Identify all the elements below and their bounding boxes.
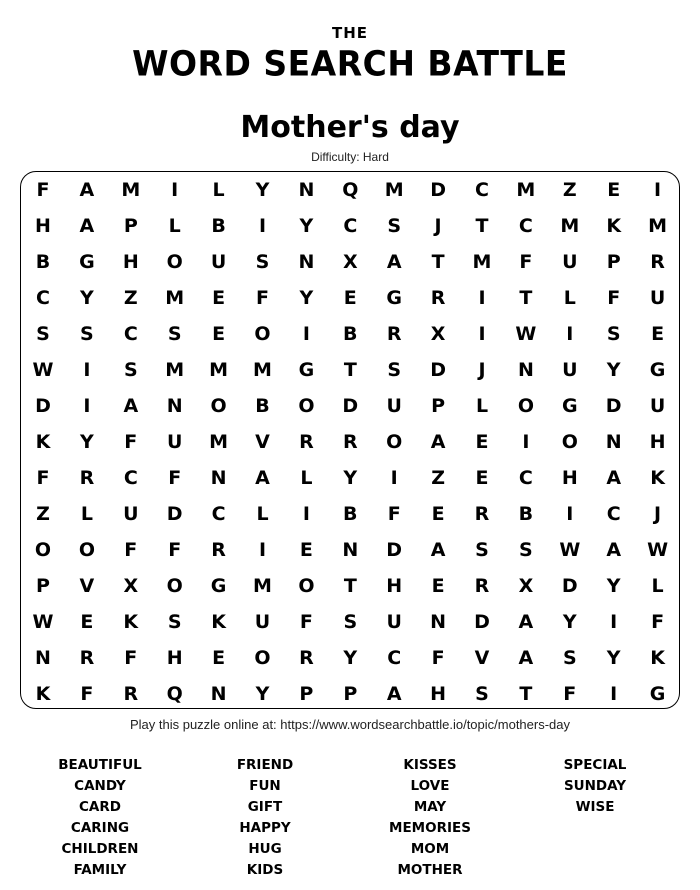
grid-cell[interactable]: F xyxy=(124,431,138,453)
grid-cell[interactable]: Y xyxy=(80,287,94,309)
grid-cell[interactable]: F xyxy=(651,611,665,633)
grid-cell[interactable]: D xyxy=(605,395,622,417)
grid-cell[interactable]: O xyxy=(254,323,271,345)
grid-cell[interactable]: I xyxy=(478,323,486,345)
grid-cell[interactable]: Z xyxy=(36,503,50,525)
grid-cell[interactable]: A xyxy=(386,683,402,705)
grid-cell[interactable]: D xyxy=(474,611,490,633)
word-item: BEAUTIFUL xyxy=(58,757,142,773)
grid-cell[interactable]: G xyxy=(649,359,666,381)
grid-cell[interactable]: R xyxy=(474,575,490,597)
grid-cell[interactable]: L xyxy=(563,287,576,309)
grid-cell[interactable]: P xyxy=(123,215,138,237)
grid-cell[interactable]: P xyxy=(343,683,358,705)
grid-cell[interactable]: A xyxy=(430,539,446,561)
puzzle-title: Mother's day xyxy=(240,110,460,145)
grid-cell[interactable]: P xyxy=(299,683,314,705)
grid-cell[interactable]: S xyxy=(167,323,182,345)
word-item: FAMILY xyxy=(73,862,127,878)
word-column xyxy=(510,755,680,818)
grid-cell[interactable]: D xyxy=(561,575,578,597)
grid-cell[interactable]: Y xyxy=(343,647,358,669)
grid-cell[interactable]: N xyxy=(210,683,227,705)
grid-cell[interactable]: H xyxy=(649,431,666,453)
grid-cell[interactable]: H xyxy=(430,683,447,705)
word-item: MOTHER xyxy=(397,862,463,878)
grid-cell[interactable]: S xyxy=(519,539,533,561)
grid-cell[interactable]: A xyxy=(606,467,622,489)
grid-cell[interactable]: L xyxy=(256,503,269,525)
grid-cell[interactable]: F xyxy=(124,647,138,669)
grid-cell[interactable]: Y xyxy=(80,431,94,453)
grid-row xyxy=(21,424,679,460)
grid-cell[interactable]: E xyxy=(343,287,357,309)
grid-row xyxy=(21,640,679,676)
grid-cell[interactable]: E xyxy=(212,647,226,669)
grid-cell[interactable]: S xyxy=(387,359,402,381)
grid-cell[interactable]: C xyxy=(518,215,533,237)
grid-cell[interactable]: U xyxy=(123,503,139,525)
grid-cell[interactable]: R xyxy=(650,251,665,273)
grid-cell[interactable]: A xyxy=(518,611,534,633)
word-item: FUN xyxy=(249,778,281,794)
grid-cell[interactable]: M xyxy=(209,431,229,453)
grid-cell[interactable]: S xyxy=(80,323,94,345)
word-item: CARING xyxy=(70,820,130,836)
brand-the: THE xyxy=(331,24,369,42)
grid-cell[interactable]: M xyxy=(472,251,492,273)
grid-row xyxy=(21,172,679,208)
grid-cell[interactable]: I xyxy=(478,287,486,309)
grid-row xyxy=(21,496,679,532)
grid-cell[interactable]: F xyxy=(387,503,401,525)
word-item: LOVE xyxy=(410,778,450,794)
grid-cell[interactable]: G xyxy=(298,359,315,381)
grid-row xyxy=(21,244,679,280)
grid-cell[interactable]: Z xyxy=(431,467,445,489)
grid-cell[interactable]: U xyxy=(649,395,666,417)
grid-cell[interactable]: O xyxy=(561,431,578,453)
grid-cell[interactable]: C xyxy=(475,179,489,201)
grid-cell[interactable]: S xyxy=(475,683,489,705)
grid-cell[interactable]: B xyxy=(35,251,51,273)
grid-cell[interactable]: D xyxy=(430,179,446,201)
grid-cell[interactable]: I xyxy=(83,359,91,381)
grid-cell[interactable]: H xyxy=(35,215,51,237)
grid-cell[interactable]: E xyxy=(431,575,445,597)
grid-cell[interactable]: O xyxy=(298,575,315,597)
grid-cell[interactable]: S xyxy=(562,647,577,669)
word-item: MOM xyxy=(410,841,450,857)
grid-cell[interactable]: E xyxy=(212,323,226,345)
grid-cell[interactable]: M xyxy=(384,179,404,201)
word-item: MAY xyxy=(413,799,447,815)
grid-cell[interactable]: N xyxy=(430,611,447,633)
grid-cell[interactable]: N xyxy=(210,467,227,489)
grid-cell[interactable]: W xyxy=(559,539,581,561)
grid-cell[interactable]: Y xyxy=(606,647,621,669)
grid-cell[interactable]: Y xyxy=(343,467,358,489)
grid-cell[interactable]: H xyxy=(386,575,403,597)
grid-cell[interactable]: E xyxy=(212,287,226,309)
grid-row xyxy=(21,532,679,568)
grid-cell[interactable]: G xyxy=(79,251,95,273)
grid-cell[interactable]: F xyxy=(168,467,182,489)
grid-row xyxy=(21,208,679,244)
grid-cell[interactable]: Z xyxy=(123,287,138,309)
grid-cell[interactable]: B xyxy=(211,215,226,237)
grid-cell[interactable]: O xyxy=(78,539,95,561)
grid-row xyxy=(21,604,679,640)
grid-cell[interactable]: K xyxy=(650,647,665,669)
grid-cell[interactable]: O xyxy=(517,395,534,417)
grid-cell[interactable]: K xyxy=(35,683,51,705)
grid-cell[interactable]: Y xyxy=(606,359,621,381)
grid-row xyxy=(21,316,679,352)
grid-cell[interactable]: H xyxy=(561,467,578,489)
grid-cell[interactable]: T xyxy=(343,359,357,381)
grid-cell[interactable]: T xyxy=(475,215,489,237)
grid-cell[interactable]: M xyxy=(516,179,536,201)
word-item: MEMORIES xyxy=(389,820,471,836)
grid-row xyxy=(21,280,679,316)
grid-cell[interactable]: W xyxy=(515,323,537,345)
grid-cell[interactable]: U xyxy=(649,287,666,309)
grid-cell[interactable]: A xyxy=(430,431,446,453)
grid-cell[interactable]: B xyxy=(343,503,358,525)
word-column xyxy=(180,755,350,881)
brand-logo: WORD SEARCH BATTLE xyxy=(132,43,568,84)
grid-cell[interactable]: H xyxy=(122,251,139,273)
grid-cell[interactable]: U xyxy=(562,251,578,273)
grid-cell[interactable]: L xyxy=(651,575,664,597)
grid-cell[interactable]: R xyxy=(474,503,490,525)
grid-cell[interactable]: F xyxy=(563,683,577,705)
grid-cell[interactable]: S xyxy=(475,539,489,561)
grid-cell[interactable]: C xyxy=(606,503,621,525)
grid-cell[interactable]: F xyxy=(36,179,50,201)
grid-cell[interactable]: K xyxy=(606,215,622,237)
grid-cell[interactable]: E xyxy=(299,539,313,561)
grid-cell[interactable]: Z xyxy=(562,179,577,201)
grid-cell[interactable]: C xyxy=(387,647,402,669)
grid-cell[interactable]: E xyxy=(651,323,665,345)
grid-cell[interactable]: M xyxy=(253,575,272,597)
grid-cell[interactable]: U xyxy=(166,431,183,453)
grid-cell[interactable]: C xyxy=(36,287,50,309)
word-item: FRIEND xyxy=(236,757,294,773)
grid-cell[interactable]: F xyxy=(299,611,313,633)
grid-cell[interactable]: X xyxy=(342,251,358,273)
grid-cell[interactable]: R xyxy=(123,683,139,705)
letter-grid[interactable] xyxy=(20,171,680,709)
grid-cell[interactable]: N xyxy=(35,647,51,669)
grid-cell[interactable]: M xyxy=(165,287,185,309)
word-item: CHILDREN xyxy=(61,841,139,857)
grid-cell[interactable]: C xyxy=(211,503,226,525)
grid-row xyxy=(21,568,679,604)
grid-cell[interactable]: R xyxy=(299,647,314,669)
grid-cell[interactable]: A xyxy=(79,215,95,237)
grid-cell[interactable]: G xyxy=(210,575,227,597)
grid-cell[interactable]: M xyxy=(121,179,141,201)
grid-cell[interactable]: F xyxy=(80,683,94,705)
grid-cell[interactable]: I xyxy=(566,323,574,345)
grid-cell[interactable]: E xyxy=(475,431,489,453)
grid-cell[interactable]: U xyxy=(386,395,402,417)
grid-cell[interactable]: A xyxy=(123,395,139,417)
grid-row xyxy=(21,388,679,424)
word-item: GIFT xyxy=(247,799,283,815)
word-item: HAPPY xyxy=(239,820,291,836)
grid-cell[interactable]: R xyxy=(386,323,402,345)
grid-cell[interactable]: L xyxy=(168,215,181,237)
grid-cell[interactable]: E xyxy=(80,611,94,633)
grid-cell[interactable]: K xyxy=(211,611,226,633)
grid-cell[interactable]: C xyxy=(518,467,533,489)
grid-cell[interactable]: H xyxy=(166,647,183,669)
grid-cell[interactable]: A xyxy=(255,467,270,489)
word-item: HUG xyxy=(248,841,282,857)
grid-cell[interactable]: Q xyxy=(166,683,183,705)
grid-cell[interactable]: J xyxy=(434,215,442,237)
grid-cell[interactable]: D xyxy=(386,539,403,561)
grid-cell[interactable]: F xyxy=(168,539,182,561)
grid-cell[interactable]: F xyxy=(124,539,138,561)
grid-cell[interactable]: C xyxy=(123,323,138,345)
grid-cell[interactable]: B xyxy=(343,323,358,345)
grid-cell[interactable]: N xyxy=(342,539,359,561)
word-item: CARD xyxy=(79,799,121,815)
grid-cell[interactable]: A xyxy=(79,179,95,201)
grid-cell[interactable]: S xyxy=(123,359,138,381)
grid-cell[interactable]: D xyxy=(342,395,359,417)
grid-cell[interactable]: K xyxy=(650,467,665,489)
word-column xyxy=(345,755,515,881)
grid-cell[interactable]: D xyxy=(35,395,51,417)
grid-cell[interactable]: R xyxy=(79,647,95,669)
word-item: SPECIAL xyxy=(563,757,627,773)
grid-cell[interactable]: M xyxy=(165,359,185,381)
grid-cell[interactable]: R xyxy=(342,431,358,453)
grid-cell[interactable]: U xyxy=(254,611,271,633)
grid-cell[interactable]: I xyxy=(610,683,618,705)
grid-cell[interactable]: N xyxy=(298,179,315,201)
grid-cell[interactable]: Y xyxy=(255,179,270,201)
grid-cell[interactable]: G xyxy=(649,683,666,705)
grid-cell[interactable]: P xyxy=(606,251,621,273)
grid-cell[interactable]: O xyxy=(386,431,403,453)
grid-row xyxy=(21,352,679,388)
grid-cell[interactable]: E xyxy=(475,467,489,489)
word-column xyxy=(15,755,185,881)
grid-cell[interactable]: M xyxy=(209,359,229,381)
grid-cell[interactable]: Y xyxy=(606,575,621,597)
grid-cell[interactable]: O xyxy=(166,575,183,597)
grid-cell[interactable]: I xyxy=(258,215,267,237)
grid-cell[interactable]: O xyxy=(34,539,52,561)
grid-cell[interactable]: F xyxy=(256,287,269,309)
grid-cell[interactable]: W xyxy=(647,539,669,561)
word-item: WISE xyxy=(575,799,615,815)
grid-cell[interactable]: D xyxy=(166,503,183,525)
grid-cell[interactable]: O xyxy=(210,395,227,417)
grid-cell[interactable]: E xyxy=(431,503,445,525)
grid-cell[interactable]: B xyxy=(255,395,270,417)
difficulty-label: Difficulty: Hard xyxy=(311,150,389,164)
grid-cell[interactable]: S xyxy=(343,611,358,633)
grid-cell[interactable]: W xyxy=(32,611,54,633)
grid-cell[interactable]: T xyxy=(343,575,357,597)
grid-cell[interactable]: F xyxy=(431,647,445,669)
grid-cell[interactable]: Y xyxy=(299,287,314,309)
grid-cell[interactable]: I xyxy=(302,323,310,345)
grid-cell[interactable]: K xyxy=(35,431,51,453)
word-item: KIDS xyxy=(246,862,284,878)
grid-cell[interactable]: N xyxy=(166,395,183,417)
grid-cell[interactable]: I xyxy=(390,467,398,489)
grid-cell[interactable]: I xyxy=(610,611,618,633)
grid-cell[interactable]: I xyxy=(302,503,310,525)
grid-cell[interactable]: Q xyxy=(342,179,359,201)
grid-cell[interactable]: F xyxy=(36,467,50,489)
grid-cell[interactable]: J xyxy=(478,359,486,381)
grid-cell[interactable]: C xyxy=(343,215,358,237)
grid-cell[interactable]: J xyxy=(654,503,662,525)
grid-cell[interactable]: X xyxy=(430,323,446,345)
grid-cell[interactable]: V xyxy=(255,431,270,453)
grid-cell[interactable]: I xyxy=(566,503,574,525)
grid-cell[interactable]: I xyxy=(258,539,267,561)
grid-cell[interactable]: R xyxy=(299,431,314,453)
grid-cell[interactable]: I xyxy=(171,179,179,201)
grid-cell[interactable]: N xyxy=(298,251,315,273)
grid-cell[interactable]: S xyxy=(387,215,402,237)
grid-cell[interactable]: M xyxy=(253,359,272,381)
grid-cell[interactable]: C xyxy=(123,467,138,489)
grid-cell[interactable]: F xyxy=(519,251,533,273)
grid-cell[interactable]: O xyxy=(166,251,183,273)
grid-cell[interactable]: T xyxy=(431,251,445,273)
grid-cell[interactable]: W xyxy=(32,359,54,381)
word-item: CANDY xyxy=(74,778,126,794)
grid-cell[interactable]: A xyxy=(606,539,622,561)
grid-row xyxy=(21,676,679,712)
word-item: SUNDAY xyxy=(563,778,627,794)
grid-cell[interactable]: B xyxy=(518,503,534,525)
grid-cell[interactable]: A xyxy=(386,251,402,273)
grid-cell[interactable]: O xyxy=(298,395,315,417)
grid-cell[interactable]: V xyxy=(474,647,490,669)
grid-cell[interactable]: D xyxy=(430,359,446,381)
grid-cell[interactable]: V xyxy=(79,575,95,597)
grid-cell[interactable]: R xyxy=(211,539,226,561)
grid-cell[interactable]: S xyxy=(167,611,182,633)
online-link-text: Play this puzzle online at: https://www.wordsearchbattle.io/topic/mothers-day xyxy=(129,717,571,732)
grid-cell[interactable]: F xyxy=(607,287,621,309)
grid-cell[interactable]: U xyxy=(562,359,578,381)
grid-cell[interactable]: S xyxy=(606,323,621,345)
grid-cell[interactable]: P xyxy=(36,575,50,597)
grid-cell[interactable]: L xyxy=(300,467,313,489)
grid-cell[interactable]: U xyxy=(386,611,402,633)
grid-cell[interactable]: T xyxy=(519,683,533,705)
grid-row xyxy=(21,460,679,496)
grid-cell[interactable]: L xyxy=(212,179,225,201)
grid-cell[interactable]: G xyxy=(386,287,402,309)
grid-cell[interactable]: G xyxy=(561,395,578,417)
grid-cell[interactable]: N xyxy=(517,359,534,381)
grid-cell[interactable]: I xyxy=(654,179,662,201)
grid-cell[interactable]: P xyxy=(431,395,446,417)
grid-cell[interactable]: S xyxy=(255,251,270,273)
grid-cell[interactable]: L xyxy=(475,395,489,417)
grid-cell[interactable]: K xyxy=(123,611,139,633)
word-item: KISSES xyxy=(403,757,457,773)
grid-cell[interactable]: M xyxy=(560,215,580,237)
grid-cell[interactable]: Y xyxy=(299,215,314,237)
grid-cell[interactable]: Y xyxy=(255,683,270,705)
grid-cell[interactable]: X xyxy=(123,575,139,597)
grid-cell[interactable]: S xyxy=(36,323,50,345)
grid-cell[interactable]: N xyxy=(605,431,622,453)
grid-cell[interactable]: R xyxy=(430,287,446,309)
grid-cell[interactable]: M xyxy=(648,215,668,237)
grid-cell[interactable]: A xyxy=(518,647,534,669)
grid-cell[interactable]: U xyxy=(210,251,227,273)
grid-cell[interactable]: E xyxy=(607,179,621,201)
grid-cell[interactable]: O xyxy=(254,647,271,669)
grid-cell[interactable]: L xyxy=(80,503,93,525)
grid-cell[interactable]: X xyxy=(518,575,534,597)
grid-cell[interactable]: I xyxy=(83,395,91,417)
grid-cell[interactable]: Y xyxy=(562,611,577,633)
grid-cell[interactable]: I xyxy=(522,431,530,453)
grid-cell[interactable]: T xyxy=(519,287,533,309)
grid-cell[interactable]: R xyxy=(79,467,95,489)
